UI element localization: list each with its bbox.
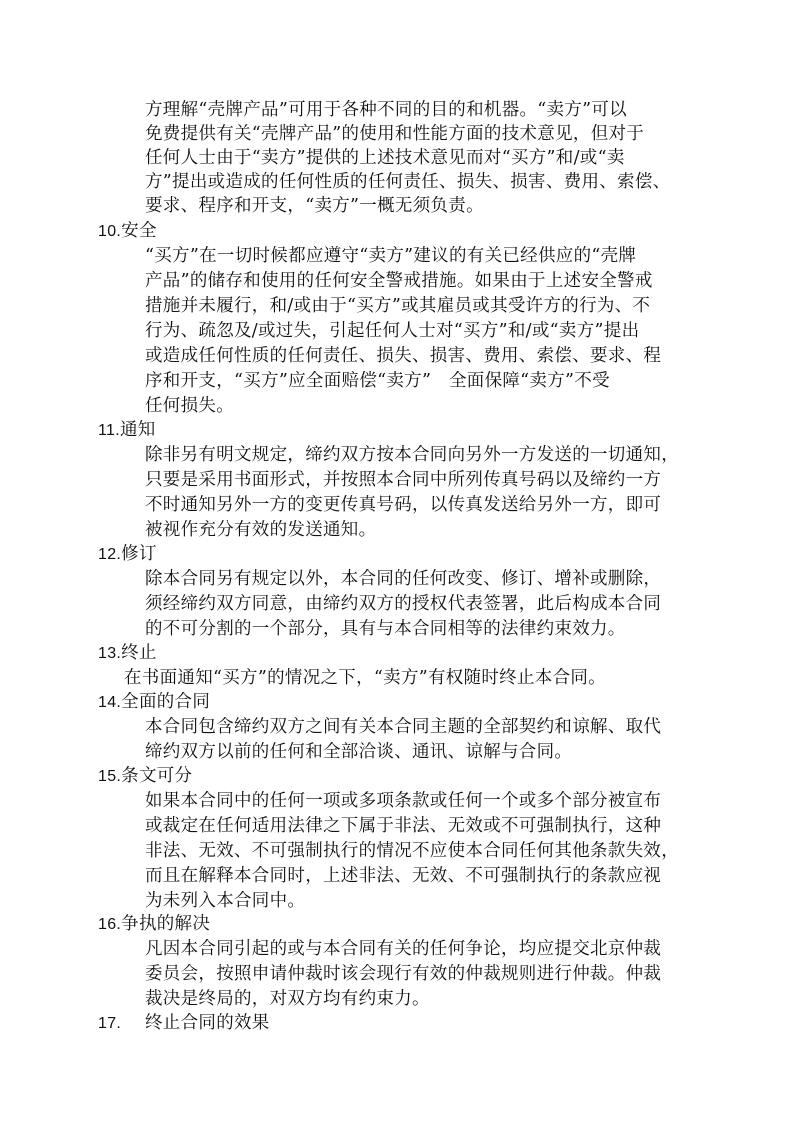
- section-heading: [98, 764, 192, 789]
- intro-line: 方”提出或造成的任何性质的任何责任、损失、损害、费用、索偿、: [145, 172, 671, 192]
- section-line: 为未列入本合同中。: [145, 891, 306, 911]
- section-line: 的不可分割的一个部分，具有与本合同相等的法律约束效力。: [145, 619, 626, 639]
- section-line: 行为、疏忽及/或过失，引起任何人士对“买方”和/或“卖方”提出: [145, 321, 640, 341]
- section-line: “买方”在一切时候都应遵守“卖方”建议的有关已经供应的“壳牌: [145, 246, 637, 266]
- section-number: 14.: [98, 694, 122, 711]
- section-heading: [98, 1011, 121, 1036]
- section-line: 序和开支，“买方”应全面赔偿“卖方” 全面保障“卖方”不受: [145, 371, 610, 391]
- intro-line: 方理解“壳牌产品”可用于各种不同的目的和机器。“卖方”可以: [145, 100, 627, 120]
- section-line: 不时通知另外一方的变更传真号码，以传真发送给另外一方，即可: [145, 495, 662, 515]
- section-title: 条文可分: [121, 766, 193, 786]
- section-title: 终止: [121, 643, 157, 663]
- section-line: 委员会，按照申请仲裁时该会现行有效的仲裁规则进行仲裁。仲裁: [145, 964, 662, 984]
- section-number: 11.: [98, 422, 120, 439]
- section-line: 或裁定在任何适用法律之下属于非法、无效或不可强制执行，这种: [145, 816, 662, 836]
- section-heading: [98, 542, 157, 567]
- section-line: 在书面通知“买方”的情况之下，“卖方”有权随时终止本合同。: [124, 668, 606, 688]
- section-line: 措施并未履行，和/或由于“买方”或其雇员或其受许方的行为、不: [145, 296, 651, 316]
- section-heading: [98, 912, 210, 937]
- section-number: 10.: [98, 223, 122, 240]
- section-heading: [98, 690, 210, 715]
- section-title: 全面的合同: [121, 692, 211, 712]
- section-number: 16.: [98, 916, 122, 933]
- section-line: 除本合同另有规定以外，本合同的任何改变、修订、增补或删除，: [145, 569, 662, 589]
- section-line: 产品”的储存和使用的任何安全警戒措施。如果由于上述安全警戒: [145, 271, 653, 291]
- section-line: 凡因本合同引起的或与本合同有关的任何争论，均应提交北京仲裁: [145, 939, 662, 959]
- section-line: 本合同包含缔约双方之间有关本合同主题的全部契约和谅解、取代: [145, 717, 662, 737]
- section-line: 须经缔约双方同意，由缔约双方的授权代表签署，此后构成本合同: [145, 594, 662, 614]
- intro-line: 任何人士由于“卖方”提供的上述技术意见而对“买方”和/或“卖: [145, 148, 625, 168]
- section-title: 争执的解决: [121, 914, 211, 934]
- section-line: 只要是采用书面形式，并按照本合同中所列传真号码以及缔约一方: [145, 470, 662, 490]
- section-number: 15.: [98, 768, 122, 785]
- section-line: 或造成任何性质的任何责任、损失、损害、费用、索偿、要求、程: [145, 346, 662, 366]
- section-heading: [98, 641, 157, 666]
- section-heading: [98, 418, 156, 443]
- section-title: 安全: [121, 221, 157, 241]
- section-line: 缔约双方以前的任何和全部洽谈、通讯、谅解与合同。: [145, 742, 573, 762]
- section-number: 17.: [98, 1015, 122, 1032]
- section-title: 终止合同的效果: [145, 1013, 270, 1033]
- section-line: 被视作充分有效的发送通知。: [145, 520, 377, 540]
- intro-line: 免费提供有关“壳牌产品”的使用和性能方面的技术意见，但对于: [145, 124, 645, 144]
- section-line: 如果本合同中的任何一项或多项条款或任何一个或多个部分被宣布: [145, 791, 662, 811]
- section-heading: [98, 219, 157, 244]
- section-line: 除非另有明文规定，缔约双方按本合同向另外一方发送的一切通知，: [145, 445, 679, 465]
- section-title: 修订: [121, 544, 157, 564]
- section-line: 裁决是终局的，对双方均有约束力。: [145, 989, 430, 1009]
- section-line: 任何损失。: [145, 396, 234, 416]
- intro-line: 要求、程序和开支，“卖方”一概无须负责。: [145, 196, 484, 216]
- section-title: 通知: [119, 420, 156, 440]
- section-number: 13.: [98, 645, 122, 662]
- section-line: 非法、无效、不可强制执行的情况不应使本合同任何其他条款失效，: [145, 841, 679, 861]
- section-number: 12.: [98, 546, 122, 563]
- section-line: 而且在解释本合同时，上述非法、无效、不可强制执行的条款应视: [145, 866, 662, 886]
